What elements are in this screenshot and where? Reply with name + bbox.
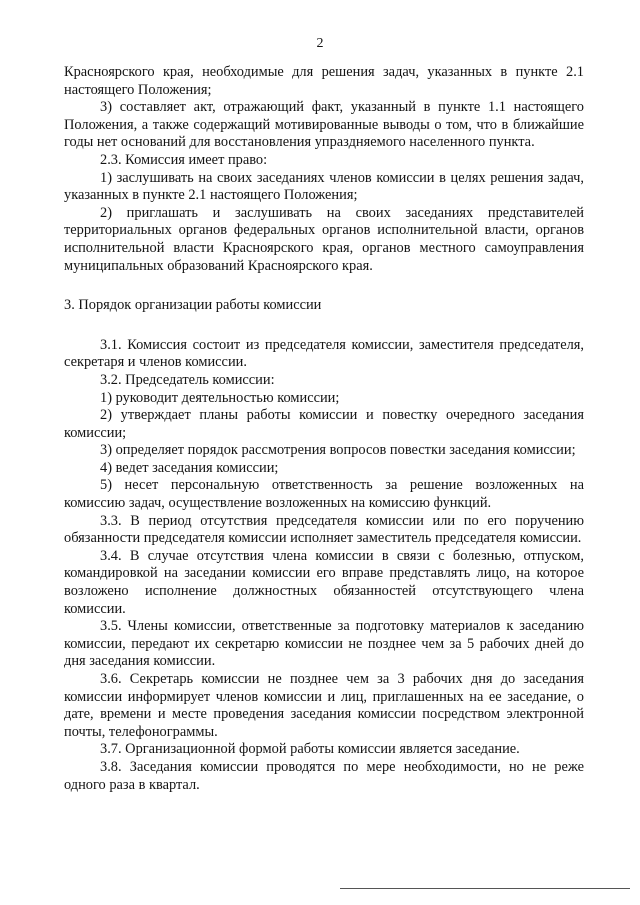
paragraph: 2.3. Комиссия имеет право: [100,151,268,168]
paragraph: 5) несет персональную ответственность за решение возложенных на комиссию задач, осуществление возложенных на комиссию функций. [64,477,584,512]
paragraph: 3.5. Члены комиссии, ответственные за подготовку материалов к заседанию комиссии, передают их секретарю комиссии не позднее чем за 5 рабочих дней до дня заседания комиссии. [64,618,584,670]
paragraph: 3) определяет порядок рассмотрения вопросов повестки заседания комиссии; [100,442,576,459]
footer-rule [340,888,630,889]
paragraphs-before-heading [64,64,584,275]
paragraph: 1) заслушивать на своих заседаниях членов комиссии в целях решения задач, указанных в пункте 2.1 настоящего Положения; [64,169,584,204]
document-body [64,64,584,794]
paragraph: 3) составляет акт, отражающий факт, указанный в пункте 1.1 настоящего Положения, а также содержащий мотивированные выводы о том, что в ближайшие годы нет оснований для восстановления упраздняемого населенного пункта. [64,99,584,151]
section-heading: 3. Порядок организации работы комиссии [64,297,322,314]
paragraph: 3.3. В период отсутствия председателя комиссии или по его поручению обязанности председателя комиссии исполняет заместитель председателя комиссии. [64,512,584,547]
paragraph: 2) приглашать и заслушивать на своих заседаниях представителей территориальных органов федеральных органов исполнительной власти, органов исполнительной власти Красноярского края, органов местного самоуправления муниципальных образований Красноярского края. [64,204,584,274]
paragraph: 1) руководит деятельностью комиссии; [100,389,340,406]
paragraph: 4) ведет заседания комиссии; [100,459,279,476]
paragraph: Красноярского края, необходимые для решения задач, указанных в пункте 2.1 настоящего Положения; [64,64,584,98]
paragraph: 3.7. Организационной формой работы комиссии является заседание. [100,741,520,758]
paragraph: 3.8. Заседания комиссии проводятся по мере необходимости, но не реже одного раза в квартал. [64,758,584,793]
page-number: 2 [316,36,324,51]
paragraph: 3.2. Председатель комиссии: [100,371,275,388]
paragraph: 2) утверждает планы работы комиссии и повестку очередного заседания комиссии; [64,407,584,441]
paragraph: 3.6. Секретарь комиссии не позднее чем за 3 рабочих дня до заседания комиссии информирует членов комиссии и лиц, приглашенных на ее заседание, о дате, времени и месте проведения заседания комиссии посредством электронной почты, телефонограммы. [64,671,584,740]
paragraph: 3.1. Комиссия состоит из председателя комиссии, заместителя председателя, секретаря и членов комиссии. [64,336,584,371]
paragraph: 3.4. В случае отсутствия члена комиссии в связи с болезнью, отпуском, командировкой на заседании комиссии его вправе представлять лицо, на которое возложено исполнение должностных обязанностей отсутствующего члена комиссии. [64,547,584,617]
paragraphs-after-heading [64,337,584,794]
